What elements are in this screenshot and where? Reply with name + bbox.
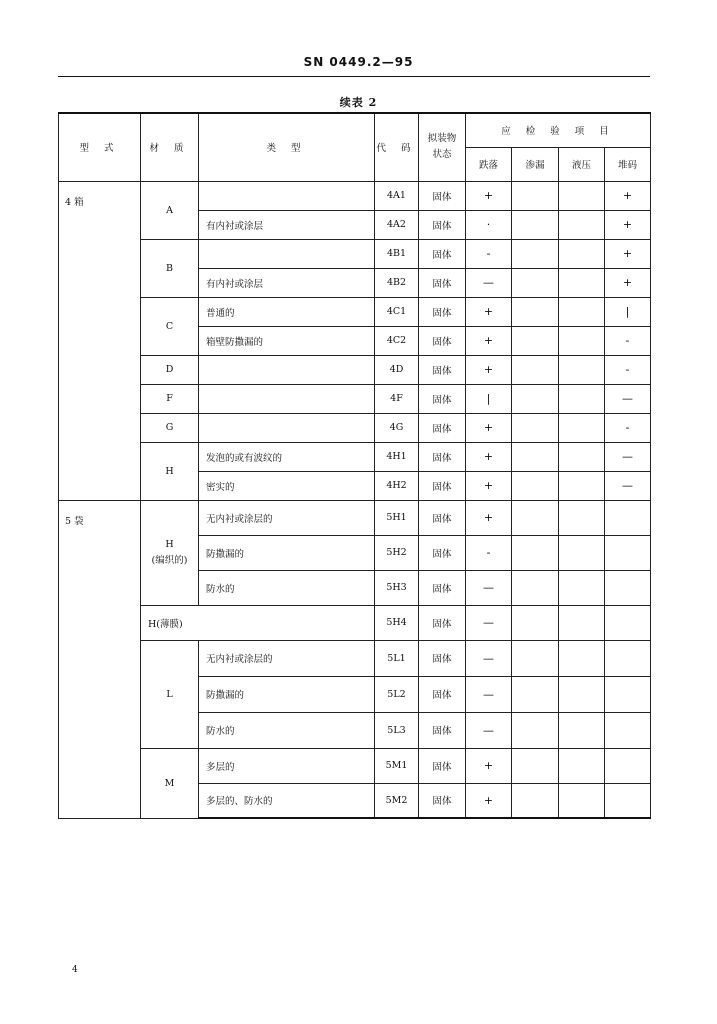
state-cell: 固体	[419, 326, 466, 355]
leak-mark	[512, 535, 559, 570]
leak-mark	[512, 210, 559, 239]
header-test-hydraulic: 液压	[559, 147, 605, 181]
header-content-state-line2: 状态	[432, 149, 452, 161]
drop-mark: —	[466, 570, 512, 605]
state-cell: 固体	[419, 239, 466, 268]
material-cell: H	[141, 442, 199, 500]
code-cell: 5H1	[375, 500, 419, 535]
hydraulic-mark	[559, 471, 605, 500]
hydraulic-mark	[559, 676, 605, 712]
state-cell: 固体	[419, 712, 466, 748]
type-cell	[199, 384, 375, 413]
code-cell: 5H2	[375, 535, 419, 570]
type-cell: 密实的	[199, 471, 375, 500]
leak-mark	[512, 268, 559, 297]
drop-mark: +	[466, 326, 512, 355]
drop-mark: —	[466, 712, 512, 748]
drop-mark: -	[466, 535, 512, 570]
state-cell: 固体	[419, 471, 466, 500]
type-cell: 普通的	[199, 297, 375, 326]
hydraulic-mark	[559, 712, 605, 748]
type-cell: 发泡的或有波纹的	[199, 442, 375, 471]
type-cell: 防水的	[199, 570, 375, 605]
type-cell: 防撒漏的	[199, 676, 375, 712]
leak-mark	[512, 640, 559, 676]
state-cell: 固体	[419, 748, 466, 783]
hydraulic-mark	[559, 570, 605, 605]
code-cell: 5L2	[375, 676, 419, 712]
hydraulic-mark	[559, 413, 605, 442]
header-content-state-line1: 拟装物	[427, 133, 457, 145]
code-cell: 4H2	[375, 471, 419, 500]
stacking-mark	[605, 640, 651, 676]
category-bag: 5 袋	[59, 500, 141, 818]
state-cell: 固体	[419, 210, 466, 239]
leak-mark	[512, 297, 559, 326]
leak-mark	[512, 239, 559, 268]
stacking-mark	[605, 605, 651, 640]
stacking-mark: -	[605, 326, 651, 355]
material-h-film: H(薄膜)	[141, 605, 375, 640]
hydraulic-mark	[559, 748, 605, 783]
document-code: SN 0449.2—95	[303, 55, 414, 69]
material-cell-h-woven	[141, 500, 199, 605]
drop-mark: —	[466, 268, 512, 297]
type-cell: 箱壁防撒漏的	[199, 326, 375, 355]
type-cell: 有内衬或涂层	[199, 210, 375, 239]
leak-mark	[512, 181, 559, 210]
state-cell: 固体	[419, 413, 466, 442]
type-cell	[199, 355, 375, 384]
leak-mark	[512, 712, 559, 748]
code-cell: 5M2	[375, 783, 419, 818]
state-cell: 固体	[419, 355, 466, 384]
state-cell: 固体	[419, 384, 466, 413]
hydraulic-mark	[559, 268, 605, 297]
state-cell: 固体	[419, 535, 466, 570]
stacking-mark	[605, 676, 651, 712]
hydraulic-mark	[559, 783, 605, 818]
leak-mark	[512, 355, 559, 384]
drop-mark: +	[466, 471, 512, 500]
state-cell: 固体	[419, 676, 466, 712]
code-cell: 4A1	[375, 181, 419, 210]
code-cell: 4A2	[375, 210, 419, 239]
state-cell: 固体	[419, 783, 466, 818]
stacking-mark	[605, 783, 651, 818]
material-cell: A	[141, 181, 199, 239]
type-cell: 无内衬或涂层的	[199, 640, 375, 676]
drop-mark: —	[466, 676, 512, 712]
stacking-mark: -	[605, 413, 651, 442]
hydraulic-mark	[559, 297, 605, 326]
type-cell: 无内衬或涂层的	[199, 500, 375, 535]
hydraulic-mark	[559, 210, 605, 239]
code-cell: 4C1	[375, 297, 419, 326]
header-content-state	[419, 113, 466, 181]
code-cell: 5M1	[375, 748, 419, 783]
type-cell: 防水的	[199, 712, 375, 748]
code-cell: 4H1	[375, 442, 419, 471]
material-cell: G	[141, 413, 199, 442]
header-material: 材 质	[141, 113, 199, 181]
stacking-mark	[605, 535, 651, 570]
header-test-stacking: 堆码	[605, 147, 651, 181]
stacking-mark: —	[605, 471, 651, 500]
stacking-mark	[605, 570, 651, 605]
stacking-mark: |	[605, 297, 651, 326]
category-box: 4 箱	[59, 181, 141, 500]
drop-mark: +	[466, 500, 512, 535]
type-cell	[199, 239, 375, 268]
state-cell: 固体	[419, 605, 466, 640]
leak-mark	[512, 413, 559, 442]
drop-mark: -	[466, 239, 512, 268]
leak-mark	[512, 384, 559, 413]
type-cell	[199, 181, 375, 210]
drop-mark: +	[466, 783, 512, 818]
state-cell: 固体	[419, 268, 466, 297]
leak-mark	[512, 326, 559, 355]
type-cell: 多层的、防水的	[199, 783, 375, 818]
state-cell: 固体	[419, 500, 466, 535]
stacking-mark: +	[605, 268, 651, 297]
header-test-drop: 跌落	[466, 147, 512, 181]
material-cell: B	[141, 239, 199, 297]
type-cell: 多层的	[199, 748, 375, 783]
material-h-woven-note: (编织的)	[151, 554, 188, 566]
packaging-test-table	[58, 112, 651, 819]
stacking-mark	[605, 748, 651, 783]
material-cell: C	[141, 297, 199, 355]
hydraulic-mark	[559, 326, 605, 355]
hydraulic-mark	[559, 181, 605, 210]
type-cell: 防撒漏的	[199, 535, 375, 570]
stacking-mark: —	[605, 384, 651, 413]
code-cell: 4B1	[375, 239, 419, 268]
header-code: 代 码	[375, 113, 419, 181]
stacking-mark: +	[605, 181, 651, 210]
hydraulic-mark	[559, 500, 605, 535]
leak-mark	[512, 676, 559, 712]
type-cell: 有内衬或涂层	[199, 268, 375, 297]
drop-mark: +	[466, 181, 512, 210]
code-cell: 5L1	[375, 640, 419, 676]
hydraulic-mark	[559, 535, 605, 570]
hydraulic-mark	[559, 355, 605, 384]
code-cell: 5H4	[375, 605, 419, 640]
table-title: 续表 2	[339, 96, 378, 109]
material-cell: M	[141, 748, 199, 818]
drop-mark: +	[466, 748, 512, 783]
leak-mark	[512, 783, 559, 818]
header-type: 类 型	[199, 113, 375, 181]
leak-mark	[512, 442, 559, 471]
drop-mark: ·	[466, 210, 512, 239]
material-cell: F	[141, 384, 199, 413]
stacking-mark: —	[605, 442, 651, 471]
material-h-letter: H	[165, 538, 174, 550]
hydraulic-mark	[559, 605, 605, 640]
material-cell: D	[141, 355, 199, 384]
hydraulic-mark	[559, 384, 605, 413]
drop-mark: +	[466, 413, 512, 442]
stacking-mark: +	[605, 210, 651, 239]
leak-mark	[512, 500, 559, 535]
state-cell: 固体	[419, 181, 466, 210]
hydraulic-mark	[559, 442, 605, 471]
drop-mark: +	[466, 297, 512, 326]
page-number: 4	[72, 965, 78, 975]
drop-mark: —	[466, 605, 512, 640]
stacking-mark	[605, 500, 651, 535]
hydraulic-mark	[559, 640, 605, 676]
leak-mark	[512, 605, 559, 640]
leak-mark	[512, 748, 559, 783]
header-style: 型 式	[59, 113, 141, 181]
drop-mark: +	[466, 355, 512, 384]
code-cell: 5L3	[375, 712, 419, 748]
drop-mark: +	[466, 442, 512, 471]
code-cell: 4F	[375, 384, 419, 413]
hydraulic-mark	[559, 239, 605, 268]
drop-mark: |	[466, 384, 512, 413]
code-cell: 4C2	[375, 326, 419, 355]
stacking-mark	[605, 712, 651, 748]
header-tests-group: 应 检 验 项 目	[466, 113, 651, 147]
state-cell: 固体	[419, 640, 466, 676]
material-cell: L	[141, 640, 199, 748]
stacking-mark: +	[605, 239, 651, 268]
code-cell: 4B2	[375, 268, 419, 297]
state-cell: 固体	[419, 297, 466, 326]
leak-mark	[512, 570, 559, 605]
stacking-mark: -	[605, 355, 651, 384]
drop-mark: —	[466, 640, 512, 676]
code-cell: 5H3	[375, 570, 419, 605]
type-cell	[199, 413, 375, 442]
leak-mark	[512, 471, 559, 500]
code-cell: 4D	[375, 355, 419, 384]
code-cell: 4G	[375, 413, 419, 442]
state-cell: 固体	[419, 570, 466, 605]
header-rule	[58, 76, 650, 77]
state-cell: 固体	[419, 442, 466, 471]
header-test-leak: 渗漏	[512, 147, 559, 181]
